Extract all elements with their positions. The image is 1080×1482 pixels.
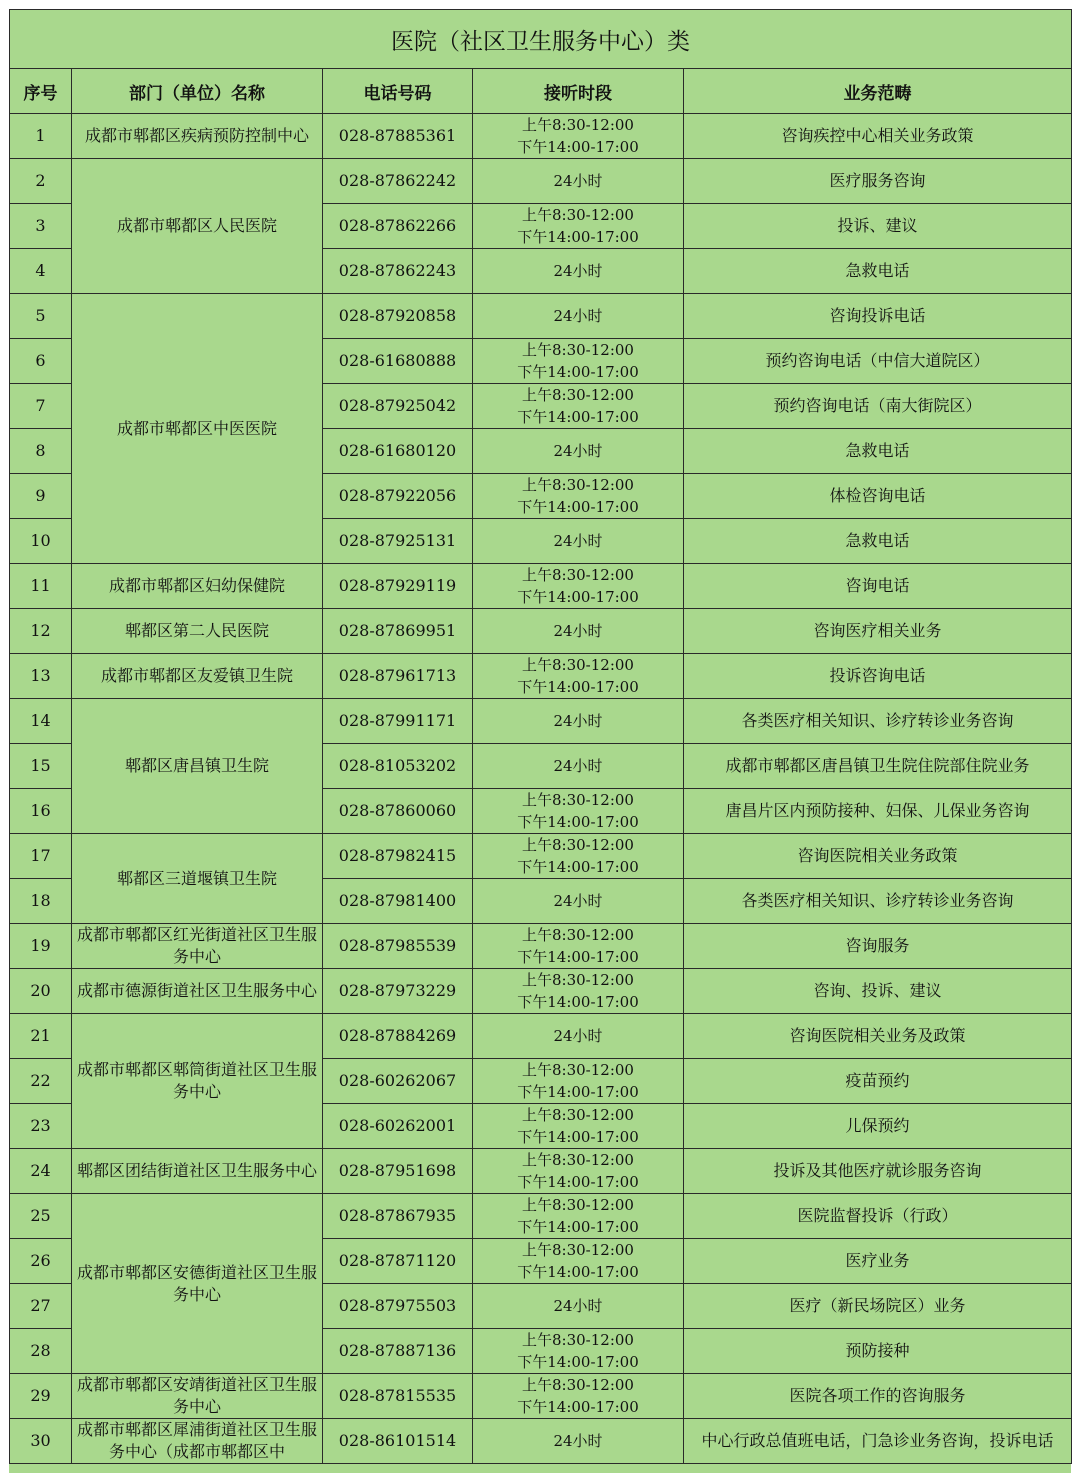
cell-scope: 医院各项工作的咨询服务 [684,1374,1072,1419]
cell-scope: 医疗业务 [684,1239,1072,1284]
cell-phone: 028-87922056 [323,474,473,519]
table-row [10,1374,1072,1419]
cell-no: 25 [10,1194,72,1239]
cell-dept: 成都市郫都区中医医院 [72,294,323,564]
cell-dept-text: 成都市郫都区犀浦街道社区卫生服务中心（成都市郫都区中 [76,1420,317,1461]
cell-phone: 028-87975503 [323,1284,473,1329]
cell-scope: 儿保预约 [684,1104,1072,1149]
table-row [10,1149,1072,1194]
cell-hours: 上午8:30-12:00 下午14:00-17:00 [473,924,684,969]
table-row [10,159,1072,204]
cell-no: 29 [10,1374,72,1419]
cell-phone: 028-81053202 [323,744,473,789]
cell-dept: 成都市郫都区安德街道社区卫生服务中心 [72,1194,323,1374]
cell-scope: 医疗（新民场院区）业务 [684,1284,1072,1329]
table-row [10,654,1072,699]
cell-phone: 028-87862266 [323,204,473,249]
table-row [10,114,1072,159]
table-row [10,699,1072,744]
cell-scope: 各类医疗相关知识、诊疗转诊业务咨询 [684,699,1072,744]
cell-hours: 24小时 [473,1419,684,1464]
cell-phone: 028-87929119 [323,564,473,609]
cell-no: 7 [10,384,72,429]
cell-phone: 028-87951698 [323,1149,473,1194]
cell-scope: 咨询医院相关业务政策 [684,834,1072,879]
cell-no: 17 [10,834,72,879]
cell-no: 16 [10,789,72,834]
cell-scope: 急救电话 [684,249,1072,294]
cell-scope: 咨询电话 [684,564,1072,609]
cell-phone: 028-61680120 [323,429,473,474]
cell-scope: 体检咨询电话 [684,474,1072,519]
table-row [10,834,1072,879]
cell-no: 26 [10,1239,72,1284]
cell-hours: 上午8:30-12:00 下午14:00-17:00 [473,564,684,609]
cell-dept: 郫都区团结街道社区卫生服务中心 [72,1149,323,1194]
cell-hours: 上午8:30-12:00 下午14:00-17:00 [473,1374,684,1419]
header-hours: 接听时段 [473,69,684,114]
cell-hours: 上午8:30-12:00 下午14:00-17:00 [473,969,684,1014]
cell-phone: 028-87862242 [323,159,473,204]
cell-no: 8 [10,429,72,474]
cell-no: 5 [10,294,72,339]
cell-phone: 028-87981400 [323,879,473,924]
cell-scope: 投诉咨询电话 [684,654,1072,699]
cell-hours: 上午8:30-12:00 下午14:00-17:00 [473,654,684,699]
cell-phone: 028-87973229 [323,969,473,1014]
cell-hours: 24小时 [473,744,684,789]
cell-hours: 上午8:30-12:00 下午14:00-17:00 [473,1149,684,1194]
cell-hours: 上午8:30-12:00 下午14:00-17:00 [473,474,684,519]
cell-dept: 郫都区唐昌镇卫生院 [72,699,323,834]
cell-no: 21 [10,1014,72,1059]
table-body [10,114,1072,1464]
cell-phone: 028-60262067 [323,1059,473,1104]
cell-hours: 24小时 [473,879,684,924]
cell-phone: 028-87887136 [323,1329,473,1374]
cell-no: 20 [10,969,72,1014]
cell-dept: 成都市郫都区妇幼保健院 [72,564,323,609]
cell-no: 23 [10,1104,72,1149]
header-dept: 部门（单位）名称 [72,69,323,114]
cell-phone: 028-60262001 [323,1104,473,1149]
cell-hours: 上午8:30-12:00 下午14:00-17:00 [473,1104,684,1149]
cell-hours: 上午8:30-12:00 下午14:00-17:00 [473,204,684,249]
cell-scope: 疫苗预约 [684,1059,1072,1104]
contact-table [9,9,1072,1464]
table-row [10,969,1072,1014]
cell-scope: 咨询疾控中心相关业务政策 [684,114,1072,159]
cell-scope: 医疗服务咨询 [684,159,1072,204]
cell-no: 1 [10,114,72,159]
cell-no: 12 [10,609,72,654]
cell-hours: 24小时 [473,159,684,204]
cell-phone: 028-87867935 [323,1194,473,1239]
cell-scope: 预约咨询电话（中信大道院区） [684,339,1072,384]
table-row [10,564,1072,609]
cell-scope: 投诉、建议 [684,204,1072,249]
table-row [10,1194,1072,1239]
cell-phone: 028-87871120 [323,1239,473,1284]
cell-phone: 028-87860060 [323,789,473,834]
cell-scope: 唐昌片区内预防接种、妇保、儿保业务咨询 [684,789,1072,834]
cell-dept: 成都市郫都区红光街道社区卫生服务中心 [72,924,323,969]
table-title: 医院（社区卫生服务中心）类 [10,10,1072,69]
cell-scope: 咨询服务 [684,924,1072,969]
cell-no: 30 [10,1419,72,1464]
cell-hours: 上午8:30-12:00 下午14:00-17:00 [473,114,684,159]
cell-hours: 24小时 [473,699,684,744]
cell-dept: 成都市德源街道社区卫生服务中心 [72,969,323,1014]
cell-phone: 028-86101514 [323,1419,473,1464]
cell-no: 11 [10,564,72,609]
cell-no: 22 [10,1059,72,1104]
cell-hours: 24小时 [473,294,684,339]
cell-scope: 投诉及其他医疗就诊服务咨询 [684,1149,1072,1194]
cell-scope: 各类医疗相关知识、诊疗转诊业务咨询 [684,879,1072,924]
cell-phone: 028-87815535 [323,1374,473,1419]
cell-no: 9 [10,474,72,519]
cell-dept: 成都市郫都区友爱镇卫生院 [72,654,323,699]
cell-hours: 上午8:30-12:00 下午14:00-17:00 [473,789,684,834]
cell-phone: 028-87869951 [323,609,473,654]
cell-no: 3 [10,204,72,249]
cell-scope: 咨询、投诉、建议 [684,969,1072,1014]
cell-dept [72,1419,323,1464]
cell-hours: 24小时 [473,429,684,474]
header-scope: 业务范畴 [684,69,1072,114]
table-row [10,1014,1072,1059]
table-row [10,294,1072,339]
cell-phone: 028-87925131 [323,519,473,564]
cell-scope: 急救电话 [684,429,1072,474]
cell-dept: 郫都区三道堰镇卫生院 [72,834,323,924]
cell-no: 27 [10,1284,72,1329]
cell-phone: 028-87961713 [323,654,473,699]
cell-phone: 028-61680888 [323,339,473,384]
cell-hours: 24小时 [473,609,684,654]
cell-no: 10 [10,519,72,564]
cell-scope: 成都市郫都区唐昌镇卫生院住院部住院业务 [684,744,1072,789]
cell-phone: 028-87862243 [323,249,473,294]
cell-scope: 预防接种 [684,1329,1072,1374]
cell-hours: 上午8:30-12:00 下午14:00-17:00 [473,834,684,879]
cell-dept: 成都市郫都区郫筒街道社区卫生服务中心 [72,1014,323,1149]
cell-phone: 028-87991171 [323,699,473,744]
cell-scope: 咨询医院相关业务及政策 [684,1014,1072,1059]
cell-hours: 24小时 [473,1284,684,1329]
cell-scope: 急救电话 [684,519,1072,564]
cell-no: 4 [10,249,72,294]
cell-hours: 上午8:30-12:00 下午14:00-17:00 [473,1239,684,1284]
cell-phone: 028-87985539 [323,924,473,969]
cell-dept: 成都市郫都区疾病预防控制中心 [72,114,323,159]
cell-hours: 24小时 [473,249,684,294]
header-phone: 电话号码 [323,69,473,114]
cell-hours: 上午8:30-12:00 下午14:00-17:00 [473,339,684,384]
cell-hours: 上午8:30-12:00 下午14:00-17:00 [473,1194,684,1239]
cell-phone: 028-87885361 [323,114,473,159]
cell-scope: 咨询医疗相关业务 [684,609,1072,654]
table-row [10,924,1072,969]
table-row [10,1419,1072,1464]
cell-dept: 成都市郫都区安靖街道社区卫生服务中心 [72,1374,323,1419]
cell-no: 14 [10,699,72,744]
cell-phone: 028-87920858 [323,294,473,339]
cell-no: 13 [10,654,72,699]
cell-scope: 医院监督投诉（行政） [684,1194,1072,1239]
cell-dept: 成都市郫都区人民医院 [72,159,323,294]
cell-scope: 预约咨询电话（南大街院区） [684,384,1072,429]
cell-no: 28 [10,1329,72,1374]
header-row [10,69,1072,114]
cell-phone: 028-87982415 [323,834,473,879]
cell-hours: 上午8:30-12:00 下午14:00-17:00 [473,1329,684,1374]
cell-no: 2 [10,159,72,204]
cell-hours: 24小时 [473,1014,684,1059]
cell-hours: 上午8:30-12:00 下午14:00-17:00 [473,384,684,429]
cell-dept: 郫都区第二人民医院 [72,609,323,654]
cell-hours: 上午8:30-12:00 下午14:00-17:00 [473,1059,684,1104]
cell-no: 19 [10,924,72,969]
cell-hours: 24小时 [473,519,684,564]
hospital-contact-table [9,9,1071,1473]
cell-scope: 中心行政总值班电话，门急诊业务咨询，投诉电话 [684,1419,1072,1464]
cell-phone: 028-87884269 [323,1014,473,1059]
cell-no: 24 [10,1149,72,1194]
cell-scope: 咨询投诉电话 [684,294,1072,339]
header-no: 序号 [10,69,72,114]
cell-phone: 028-87925042 [323,384,473,429]
cell-no: 6 [10,339,72,384]
cell-no: 15 [10,744,72,789]
table-row [10,609,1072,654]
cell-no: 18 [10,879,72,924]
